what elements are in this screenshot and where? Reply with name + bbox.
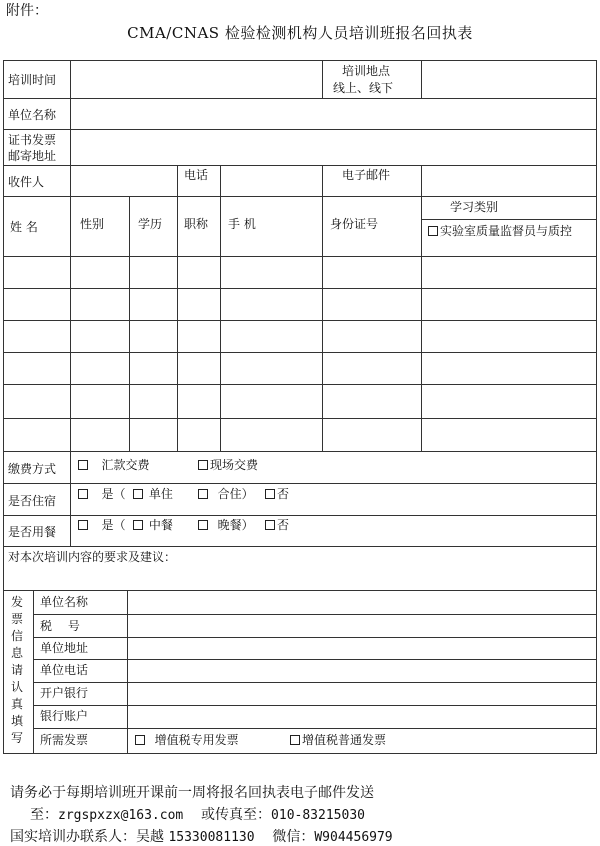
invoice-account-label: 银行账户 bbox=[40, 709, 89, 723]
meals-yes-option[interactable]: 是（ bbox=[78, 518, 125, 532]
col-id-header: 身份证号 bbox=[330, 217, 379, 231]
col-gender-header: 性别 bbox=[80, 217, 105, 231]
footer-fax: 010-83215030 bbox=[271, 808, 365, 823]
suggestions-label: 对本次培训内容的要求及建议： bbox=[8, 550, 177, 564]
cert-address-label-1: 证书发票 bbox=[8, 133, 57, 147]
invoice-side-label: 发 票 信 息 请 认 真 填 写 bbox=[10, 595, 23, 745]
invoice-tax-no-label: 税 号 bbox=[40, 619, 80, 633]
training-time-label: 培训时间 bbox=[8, 73, 57, 87]
phone-label: 电话 bbox=[184, 168, 209, 182]
invoice-special-option[interactable]: 增值税专用发票 bbox=[135, 733, 239, 747]
invoice-unit-name-label: 单位名称 bbox=[40, 595, 89, 609]
checkbox-icon[interactable] bbox=[78, 520, 88, 530]
lodging-no-option[interactable]: 否 bbox=[265, 487, 289, 501]
checkbox-icon[interactable] bbox=[265, 489, 275, 499]
checkbox-icon[interactable] bbox=[428, 226, 438, 236]
invoice-unit-address-label: 单位地址 bbox=[40, 641, 89, 655]
checkbox-icon[interactable] bbox=[265, 520, 275, 530]
study-option[interactable]: 实验室质量监督员与质控 bbox=[428, 224, 572, 238]
checkbox-icon[interactable] bbox=[78, 460, 88, 470]
checkbox-icon[interactable] bbox=[78, 489, 88, 499]
checkbox-icon[interactable] bbox=[290, 735, 300, 745]
col-title-header: 职称 bbox=[184, 217, 209, 231]
payment-onsite-option[interactable]: 现场交费 bbox=[198, 458, 258, 472]
checkbox-icon[interactable] bbox=[135, 735, 145, 745]
cert-address-label-2: 邮寄地址 bbox=[8, 149, 57, 163]
footer-email: zrgspxzx@163.com bbox=[58, 808, 184, 823]
col-mobile-header: 手 机 bbox=[228, 217, 256, 231]
email-label: 电子邮件 bbox=[342, 168, 391, 182]
form-title: CMA/CNAS 检验检测机构人员培训班报名回执表 bbox=[127, 24, 473, 42]
footer-phone: 15330081130 bbox=[168, 830, 255, 845]
meals-label: 是否用餐 bbox=[8, 525, 57, 539]
col-study-category-header: 学习类别 bbox=[450, 200, 499, 214]
col-name-header: 姓 名 bbox=[10, 220, 38, 234]
checkbox-icon[interactable] bbox=[198, 489, 208, 499]
invoice-unit-phone-label: 单位电话 bbox=[40, 663, 89, 677]
footer-wechat: W904456979 bbox=[314, 830, 393, 845]
checkbox-icon[interactable] bbox=[133, 520, 143, 530]
footer-instruction: 请务必于每期培训班开课前一周将报名回执表电子邮件发送 bbox=[10, 785, 374, 801]
invoice-bank-label: 开户银行 bbox=[40, 686, 89, 700]
checkbox-icon[interactable] bbox=[198, 460, 208, 470]
invoice-type-label: 所需发票 bbox=[40, 733, 89, 747]
training-place-label: 培训地点 bbox=[342, 64, 391, 78]
recipient-label: 收件人 bbox=[8, 175, 45, 189]
col-education-header: 学历 bbox=[138, 217, 163, 231]
training-place-options: 线上、线下 bbox=[333, 81, 394, 95]
footer-contact-line: 至：zrgspxzx@163.com 或传真至：010-83215030 bbox=[30, 807, 365, 823]
meals-lunch-option[interactable]: 中餐 bbox=[133, 518, 173, 532]
checkbox-icon[interactable] bbox=[198, 520, 208, 530]
meals-dinner-option[interactable]: 晚餐） bbox=[198, 518, 254, 532]
attachment-label: 附件： bbox=[6, 3, 48, 19]
lodging-yes-option[interactable]: 是（ bbox=[78, 487, 125, 501]
footer-person-line: 国实培训办联系人：吴越 15330081130 微信：W904456979 bbox=[10, 829, 393, 845]
checkbox-icon[interactable] bbox=[133, 489, 143, 499]
payment-transfer-option[interactable]: 汇款交费 bbox=[78, 458, 149, 472]
unit-name-label: 单位名称 bbox=[8, 108, 57, 122]
lodging-shared-option[interactable]: 合住） bbox=[198, 487, 254, 501]
lodging-label: 是否住宿 bbox=[8, 494, 57, 508]
lodging-single-option[interactable]: 单住 bbox=[133, 487, 173, 501]
meals-no-option[interactable]: 否 bbox=[265, 518, 289, 532]
invoice-normal-option[interactable]: 增值税普通发票 bbox=[290, 733, 386, 747]
payment-label: 缴费方式 bbox=[8, 462, 57, 476]
